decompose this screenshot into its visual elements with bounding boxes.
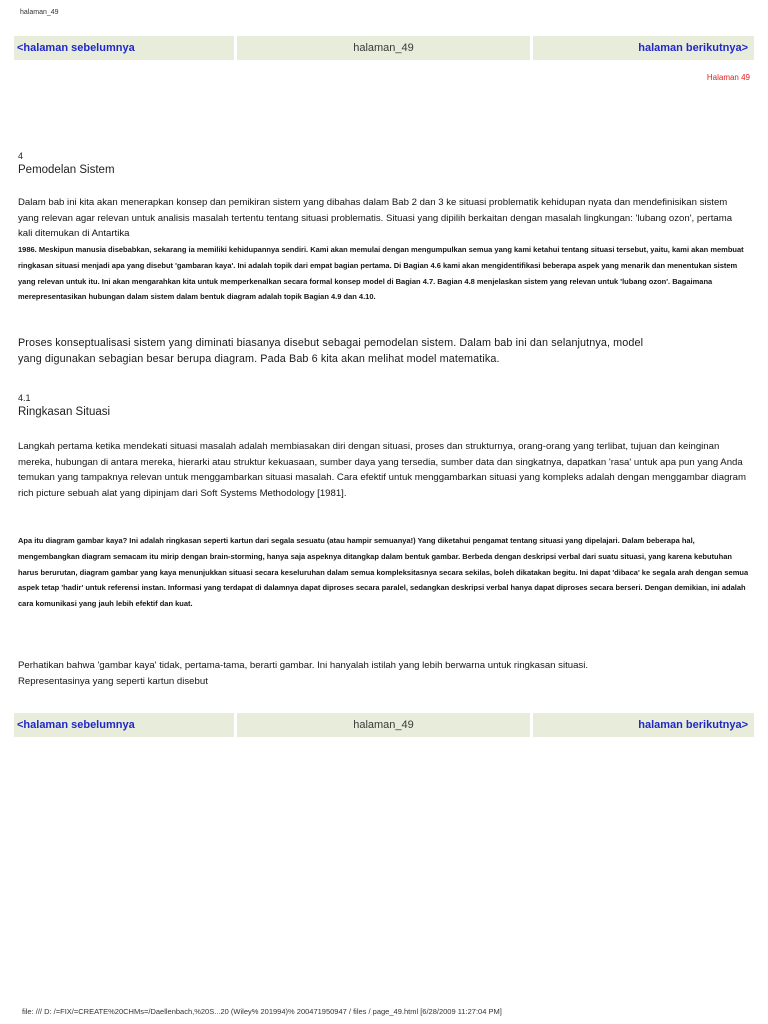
top-page-title: halaman_49 xyxy=(237,36,530,60)
section-paragraph-2: Apa itu diagram gambar kaya? Ini adalah ringkasan seperti kartun dari segala sesuatu (atau hampir semuanya!) Yang diketahui pengamat tentang situasi yang dipelajari. Dalam beberapa hal, mengembangkan diagram semacam itu mirip dengan brain-storming, hanya saja aspeknya ditangkap dalam bentuk gambar. Berbeda dengan deskripsi verbal dari suatu situasi, yang karena kebutuhan harus berurutan, diagram gambar yang kaya menunjukkan situasi secara keseluruhan dalam semua kompleksitasnya secara sekilas, boleh dikatakan begitu. Ini dapat 'dibaca' ke segala arah dengan semua aspek tetap 'hadir' untuk referensi instan. Informasi yang terdapat di dalamnya dapat diproses secara paralel, sedangkan deskripsi verbal hanya dapat diproses secara berseri. Dengan demikian, ini adalah cara komunikasi yang jauh lebih efektif dan kuat. xyxy=(18,536,749,609)
bottom-prev-page-link[interactable]: <halaman sebelumnya xyxy=(17,719,135,731)
intro-paragraph-1: Dalam bab ini kita akan menerapkan konsep dan pemikiran sistem yang dibahas dalam Bab 2 dan 3 ke situasi problematik kehidupan nyata dan mendefinisikan sistem yang relevan agar relevan untuk analisis masalah tertentu tentang situasi problematis. Situasi yang dipilih berkaitan dengan masalah lingkungan: 'lubang ozon', pertama kali ditemukan di Antartika xyxy=(18,197,733,239)
intro-paragraph-2: 1986. Meskipun manusia disebabkan, sekarang ia memiliki kehidupannya sendiri. Kami akan memulai dengan mengumpulkan semua yang kami ketahui tentang situasi tersebut, yaitu, kami akan membuat ringkasan situasi menjadi apa yang disebut 'gambaran kaya'. Ini adalah topik dari empat bagian pertama. Di Bagian 4.6 kami akan mengidentifikasi beberapa aspek yang menarik dan menentukan sistem yang relevan untuk itu. Ini akan mengarahkan kita untuk memperkenalkan secara formal konsep model di Bagian 4.7. Bagian 4.8 menjelaskan sistem yang relevan untuk 'lubang ozon'. Bagaimana merepresentasikan hubungan dalam sistem dalam bentuk diagram adalah topik Bagian 4.9 dan 4.10. xyxy=(18,245,744,302)
top-navigation-bar xyxy=(14,36,754,60)
intro-paragraph-3: Proses konseptualisasi sistem yang diminati biasanya disebut sebagai pemodelan sistem. Dalam bab ini dan selanjutnya, model yang digunakan sebagian besar berupa diagram. Pada Bab 6 kita akan melihat model matematika. xyxy=(18,337,644,365)
section-title: Ringkasan Situasi xyxy=(18,406,111,418)
top-next-page-link[interactable]: halaman berikutnya> xyxy=(638,42,748,54)
top-prev-page-link[interactable]: <halaman sebelumnya xyxy=(17,42,135,54)
window-title: halaman_49 xyxy=(20,9,59,16)
bottom-prev-cell xyxy=(14,713,234,737)
bottom-next-cell xyxy=(533,713,754,737)
bottom-page-title: halaman_49 xyxy=(237,713,530,737)
top-next-cell xyxy=(533,36,754,60)
section-number: 4.1 xyxy=(18,393,31,403)
bottom-navigation-bar xyxy=(14,713,754,737)
chapter-number: 4 xyxy=(18,151,24,161)
section-paragraph-3: Perhatikan bahwa 'gambar kaya' tidak, pertama-tama, berarti gambar. Ini hanyalah istilah yang lebih berwarna untuk ringkasan situasi. Representasinya yang seperti kartun disebut xyxy=(18,660,589,687)
file-path-footer: file: /// D: /=FIX/=CREATE%20CHMs=/Daellenbach,%20S...20 (Wiley% 201994)% 200471950947 / files / page_49.html [6/28/2009 11:27:04 PM] xyxy=(22,1007,502,1016)
bottom-next-page-link[interactable]: halaman berikutnya> xyxy=(638,719,748,731)
chapter-title: Pemodelan Sistem xyxy=(18,164,115,176)
top-prev-cell xyxy=(14,36,234,60)
section-paragraph-1: Langkah pertama ketika mendekati situasi masalah adalah membiasakan diri dengan situasi, proses dan strukturnya, orang-orang yang terlibat, tujuan dan keinginan mereka, hubungan di antara mereka, hierarki atau struktur kekuasaan, sumber daya yang tersedia, sumber data dan singkatnya, dapatkan 'rasa' untuk apa pun yang Anda temukan yang tampaknya relevan untuk menggambarkan situasi masalah. Cara efektif untuk menggambarkan situasi yang kompleks adalah dengan menggambar diagram rich picture sebuah alat yang dipinjam dari Soft Systems Methodology [1981]. xyxy=(18,441,746,499)
page-number-marker: Halaman 49 xyxy=(706,73,750,82)
